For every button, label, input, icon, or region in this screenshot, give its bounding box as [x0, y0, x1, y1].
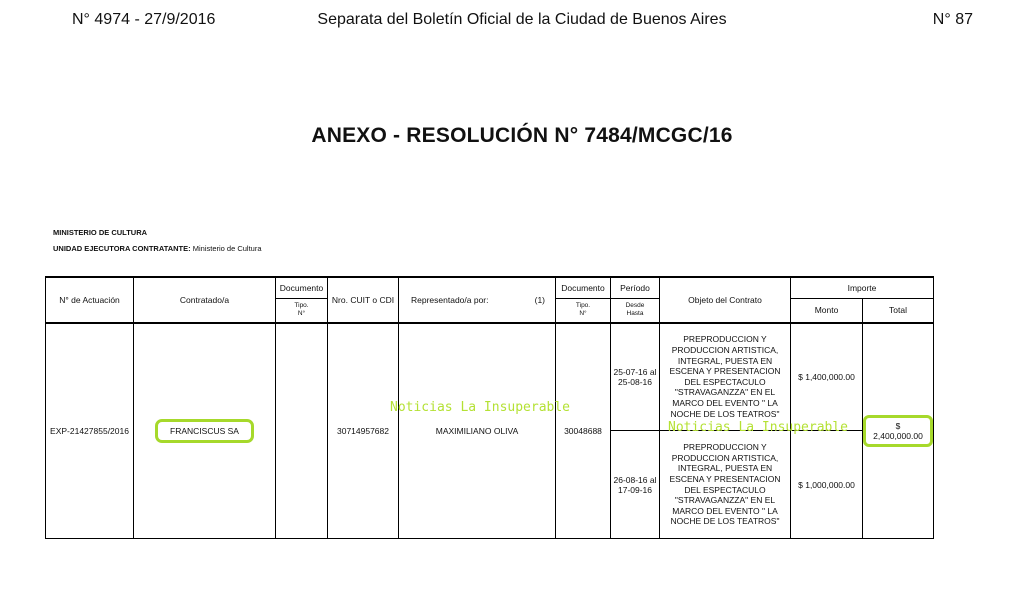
- header-tipo-nro-2: [556, 299, 611, 323]
- header-periodo: Período: [611, 277, 660, 299]
- header-nro-2: N°: [579, 310, 587, 318]
- header-tipo-2: Tipo.: [575, 302, 591, 310]
- ministry-label: MINISTERIO DE CULTURA: [53, 228, 148, 237]
- header-desde: Desde: [625, 302, 645, 310]
- issue-number: N° 4974 - 27/9/2016: [72, 11, 216, 28]
- header-representado-label: Representado/a por:: [411, 294, 489, 305]
- cell-periodo-1: 25-07-16 al 25-08-16: [611, 323, 660, 431]
- header-desde-hasta: [611, 299, 660, 323]
- header-monto: Monto: [791, 299, 863, 323]
- cell-documento: 30048688: [556, 323, 611, 539]
- cell-cuit: 30714957682: [328, 323, 399, 539]
- cell-monto-1: $ 1,400,000.00: [791, 323, 863, 431]
- executing-unit-label: UNIDAD EJECUTORA CONTRATANTE:: [53, 244, 191, 253]
- executing-unit: [53, 244, 262, 253]
- header-representado-note: (1): [534, 294, 545, 305]
- document-title: ANEXO - RESOLUCIÓN N° 7484/MCGC/16: [311, 124, 733, 147]
- contratado-highlight: FRANCISCUS SA: [155, 419, 254, 443]
- cell-objeto-2: PREPRODUCCION Y PRODUCCION ARTISTICA, INTEGRAL, PUESTA EN ESCENA Y PRESENTACION DEL ESPECTACULO "STRAVAGANZZA" EN EL MARCO DEL EVENTO " LA NOCHE DE LOS TEATROS": [660, 431, 791, 539]
- cell-monto-2: $ 1,000,000.00: [791, 431, 863, 539]
- executing-unit-value: Ministerio de Cultura: [192, 244, 262, 253]
- header-nro: N°: [297, 310, 306, 318]
- page-number: N° 87: [932, 11, 973, 28]
- header-documento: Documento: [276, 277, 328, 299]
- cell-objeto-1: PREPRODUCCION Y PRODUCCION ARTISTICA, INTEGRAL, PUESTA EN ESCENA Y PRESENTACION DEL ESPECTACULO "STRAVAGANZZA" EN EL MARCO DEL EVENTO " LA NOCHE DE LOS TEATROS": [660, 323, 791, 431]
- header-cuit: Nro. CUIT o CDI: [328, 277, 399, 323]
- watermark-text: Noticias La Insuperable: [390, 400, 571, 415]
- cell-total: [863, 323, 934, 539]
- header-representado: [399, 277, 556, 323]
- total-highlight: $ 2,400,000.00: [863, 415, 933, 447]
- header-hasta: Hasta: [626, 310, 644, 318]
- cell-actuacion: EXP-21427855/2016: [46, 323, 134, 539]
- cell-contratado: [134, 323, 276, 539]
- cell-representado: MAXIMILIANO OLIVA: [399, 323, 556, 539]
- header-actuacion: N° de Actuación: [46, 277, 134, 323]
- cell-periodo-2: 26-08-16 al 17-09-16: [611, 431, 660, 539]
- header-tipo: Tipo.: [294, 302, 309, 310]
- header-importe: Importe: [791, 277, 934, 299]
- header-documento-2: Documento: [556, 277, 611, 299]
- publication-title: Separata del Boletín Oficial de la Ciudad de Buenos Aires: [317, 11, 727, 28]
- header-total: Total: [863, 299, 934, 323]
- watermark-text-2: Noticias La Insuperable: [668, 420, 849, 435]
- cell-documento-tipo: [276, 323, 328, 539]
- header-tipo-nro: [276, 299, 328, 323]
- header-objeto: Objeto del Contrato: [660, 277, 791, 323]
- header-contratado: Contratado/a: [134, 277, 276, 323]
